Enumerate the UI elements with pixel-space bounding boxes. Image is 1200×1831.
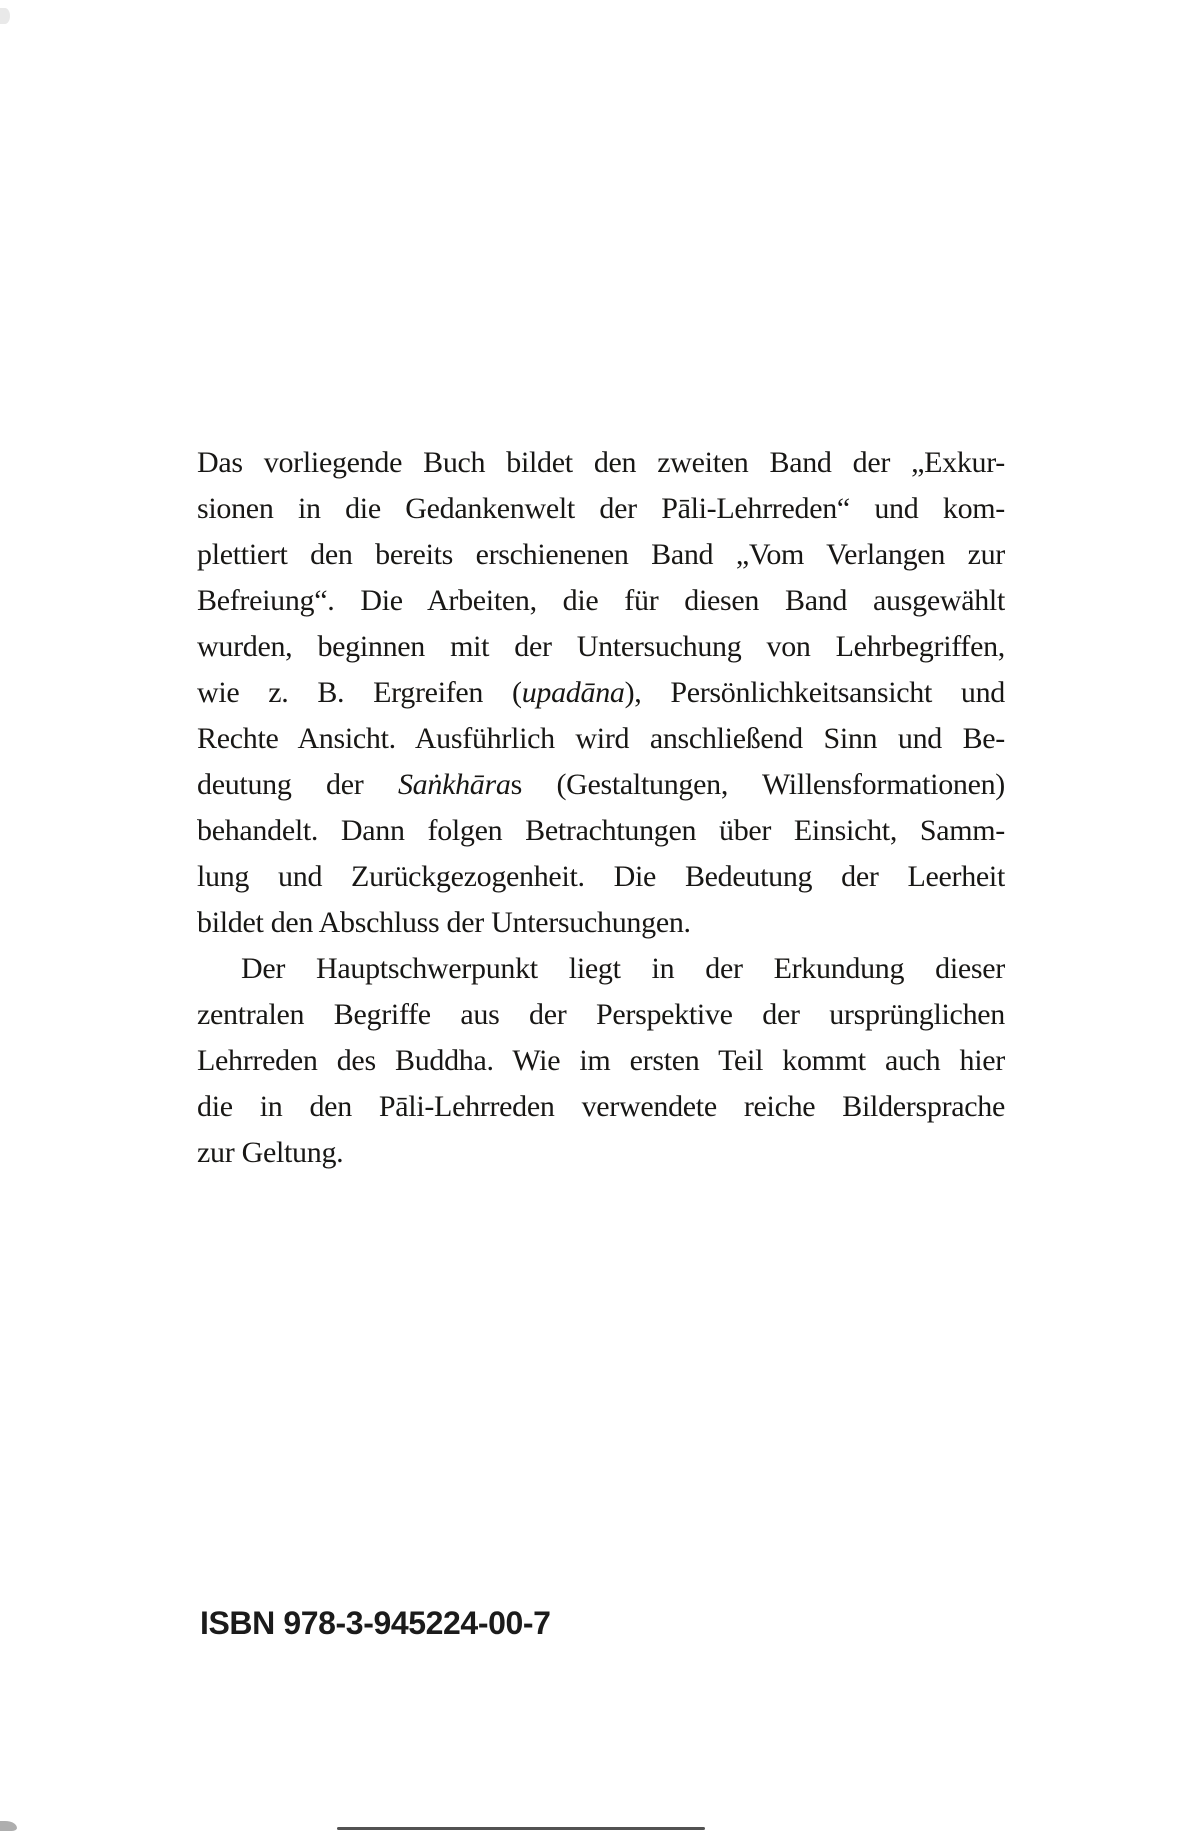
text-line: Befreiung“. Die Arbeiten, die für diesen Band ausgewählt [197, 584, 1005, 617]
text-line: lung und Zurückgezogenheit. Die Bedeutung der Leerheit [197, 860, 1005, 893]
text-line: Lehrreden des Buddha. Wie im ersten Teil kommt auch hier [197, 1044, 1005, 1077]
text-line: die in den Pāli-Lehrreden verwendete reiche Bildersprache [197, 1090, 1005, 1123]
text-line: wurden, beginnen mit der Untersuchung von Lehrbegriffen, [197, 630, 1005, 663]
scan-artifact-top-left [0, 8, 10, 24]
text-line: zur Geltung. [197, 1136, 344, 1169]
scan-artifact-bottom-left [0, 1821, 17, 1831]
paragraph [197, 440, 1005, 946]
text-line: bildet den Abschluss der Untersuchungen. [197, 906, 691, 939]
text-line: deutung der Saṅkhāras (Gestaltungen, Willensformationen) [197, 768, 1005, 801]
text-line: sionen in die Gedankenwelt der Pāli-Lehrreden“ und kom- [197, 492, 1005, 525]
text-line: plettiert den bereits erschienenen Band „Vom Verlangen zur [197, 538, 1005, 571]
paragraph [197, 946, 1005, 1176]
text-line: behandelt. Dann folgen Betrachtungen über Einsicht, Samm- [197, 814, 1005, 847]
text-line: wie z. B. Ergreifen (upadāna), Persönlichkeitsansicht und [197, 676, 1005, 709]
text-line: Das vorliegende Buch bildet den zweiten Band der „Exkur- [197, 446, 1005, 479]
isbn-label: ISBN 978-3-945224-00-7 [200, 1605, 551, 1641]
text-line: Der Hauptschwerpunkt liegt in der Erkundung dieser [241, 952, 1005, 985]
blurb-text-block [197, 440, 1005, 1176]
scan-artifact-bottom-line [337, 1827, 705, 1830]
text-line: Rechte Ansicht. Ausführlich wird anschließend Sinn und Be- [197, 722, 1005, 755]
text-line: zentralen Begriffe aus der Perspektive der ursprünglichen [197, 998, 1005, 1031]
